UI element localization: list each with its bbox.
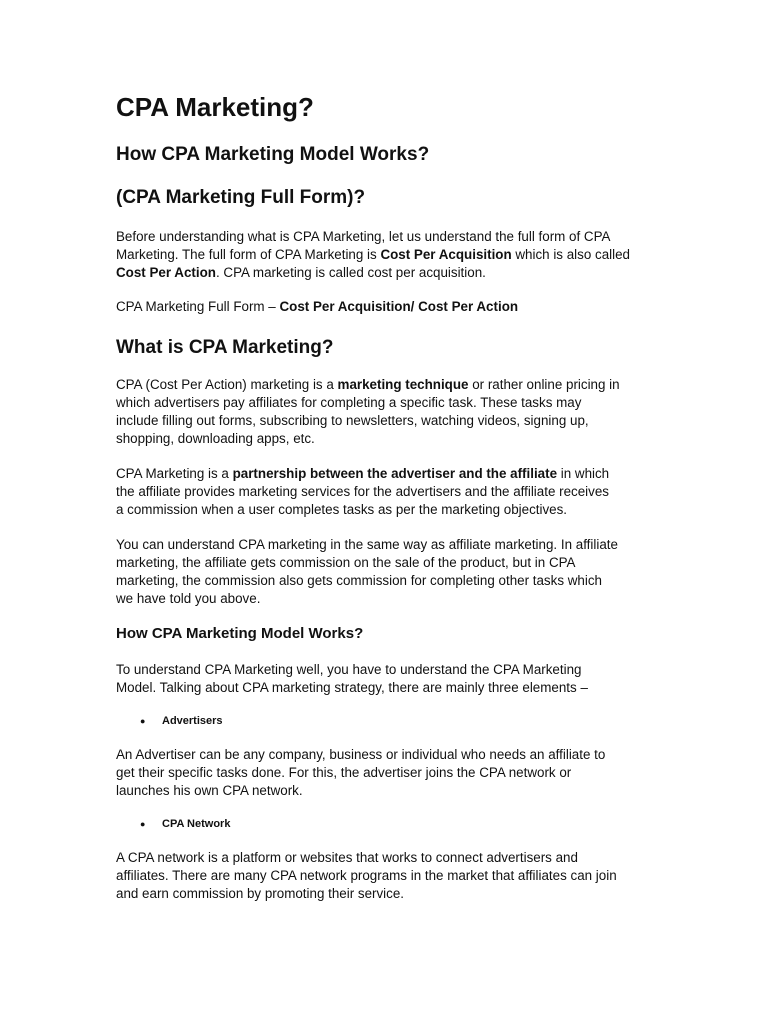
text-line: An Advertiser can be any company, business or individual who needs an affiliate to: [116, 747, 606, 762]
bold-term: marketing technique: [337, 377, 469, 392]
text-line: Model. Talking about CPA marketing strategy, there are mainly three elements –: [116, 680, 588, 695]
text-line: marketing, the commission also gets commission for completing other tasks which: [116, 573, 602, 588]
bold-term: Cost Per Acquisition: [380, 247, 512, 262]
subtitle-full-form: (CPA Marketing Full Form)?: [116, 187, 366, 208]
list-item-label: Advertisers: [162, 715, 223, 727]
document-title: CPA Marketing?: [116, 92, 314, 122]
bold-term: partnership between the advertiser and the affiliate: [232, 466, 558, 481]
text-line: CPA Marketing is a partnership between the advertiser and the affiliate in which: [116, 466, 610, 481]
list-item-advertisers: [140, 713, 223, 729]
text-line: CPA (Cost Per Action) marketing is a marketing technique or rather online pricing in: [116, 377, 620, 392]
subtitle-how-it-works: How CPA Marketing Model Works?: [116, 144, 430, 165]
paragraph-full-form-definition: [116, 298, 676, 316]
text-line: shopping, downloading apps, etc.: [116, 431, 315, 446]
bullet-icon: ●: [140, 716, 146, 726]
text-line: we have told you above.: [116, 591, 261, 606]
text-line: get their specific tasks done. For this, the advertiser joins the CPA network or: [116, 765, 572, 780]
text-line: Before understanding what is CPA Marketing, let us understand the full form of CPA: [116, 229, 611, 244]
heading-how-model-works: How CPA Marketing Model Works?: [116, 625, 364, 642]
list-item-cpa-network: [140, 816, 230, 832]
paragraph-partnership: [116, 465, 676, 519]
paragraph-cpa-definition: [116, 376, 676, 448]
text-line: A CPA network is a platform or websites that works to connect advertisers and: [116, 850, 578, 865]
text-line: To understand CPA Marketing well, you have to understand the CPA Marketing: [116, 662, 582, 677]
paragraph-cpa-network: [116, 849, 676, 903]
text-line: the affiliate provides marketing services for the advertisers and the affiliate receives: [116, 484, 609, 499]
text-line: launches his own CPA network.: [116, 783, 303, 798]
text-line: include filling out forms, subscribing to newsletters, watching videos, signing up,: [116, 413, 589, 428]
text-line: and earn commission by promoting their service.: [116, 886, 405, 901]
list-item-label: CPA Network: [162, 818, 231, 830]
text-line: marketing, the affiliate gets commission on the sale of the product, but in CPA: [116, 555, 576, 570]
bullet-icon: ●: [140, 819, 146, 829]
paragraph-model-intro: [116, 661, 676, 697]
heading-what-is-cpa: What is CPA Marketing?: [116, 337, 334, 358]
paragraph-full-form-intro: [116, 228, 676, 282]
text-line: a commission when a user completes tasks as per the marketing objectives.: [116, 502, 568, 517]
bold-term: Cost Per Action: [116, 265, 216, 280]
text-line: affiliates. There are many CPA network programs in the market that affiliates can join: [116, 868, 617, 883]
paragraph-affiliate-comparison: [116, 536, 676, 608]
paragraph-advertiser: [116, 746, 676, 800]
text-line: You can understand CPA marketing in the same way as affiliate marketing. In affiliate: [116, 537, 618, 552]
text-line: Marketing. The full form of CPA Marketing is Cost Per Acquisition which is also called: [116, 247, 630, 262]
bold-term: Cost Per Acquisition/ Cost Per Action: [279, 299, 519, 314]
text-line: CPA Marketing Full Form – Cost Per Acquisition/ Cost Per Action: [116, 299, 519, 314]
text-line: which advertisers pay affiliates for completing a specific task. These tasks may: [116, 395, 582, 410]
text-line: Cost Per Action. CPA marketing is called cost per acquisition.: [116, 265, 486, 280]
